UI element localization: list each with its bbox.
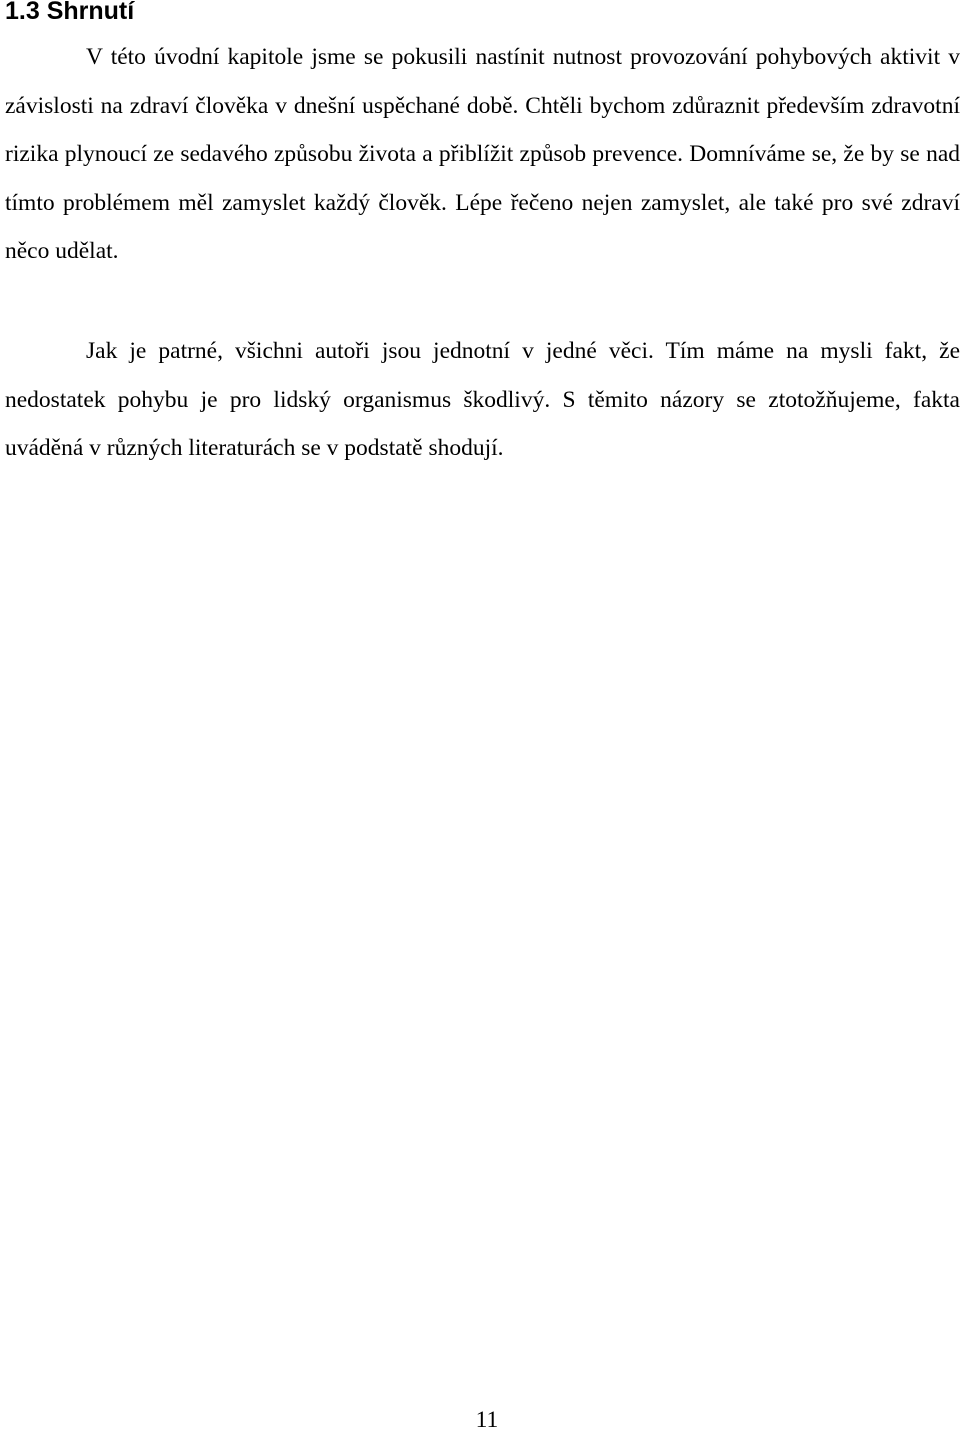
- page-number: 11: [475, 1407, 499, 1433]
- paragraph-1: V této úvodní kapitole jsme se pokusili nastínit nutnost provozování pohybových aktivit v závislosti na zdraví člověka v dnešní uspěchané době. Chtěli bychom zdůraznit především zdravotní rizika plynoucí ze sedavého způsobu života a přiblížit způsob prevence. Domníváme se, že by se nad tímto problémem měl zamyslet každý člověk. Lépe řečeno nejen zamyslet, ale také pro své zdraví něco udělat.: [5, 44, 960, 264]
- section-heading: 1.3 Shrnutí: [5, 0, 135, 25]
- paragraph-2: Jak je patrné, všichni autoři jsou jednotní v jedné věci. Tím máme na mysli fakt, že nedostatek pohybu je pro lidský organismus škodlivý. S těmito názory se ztotožňujeme, fakta uváděná v různých literaturách se v podstatě shodují.: [5, 338, 960, 461]
